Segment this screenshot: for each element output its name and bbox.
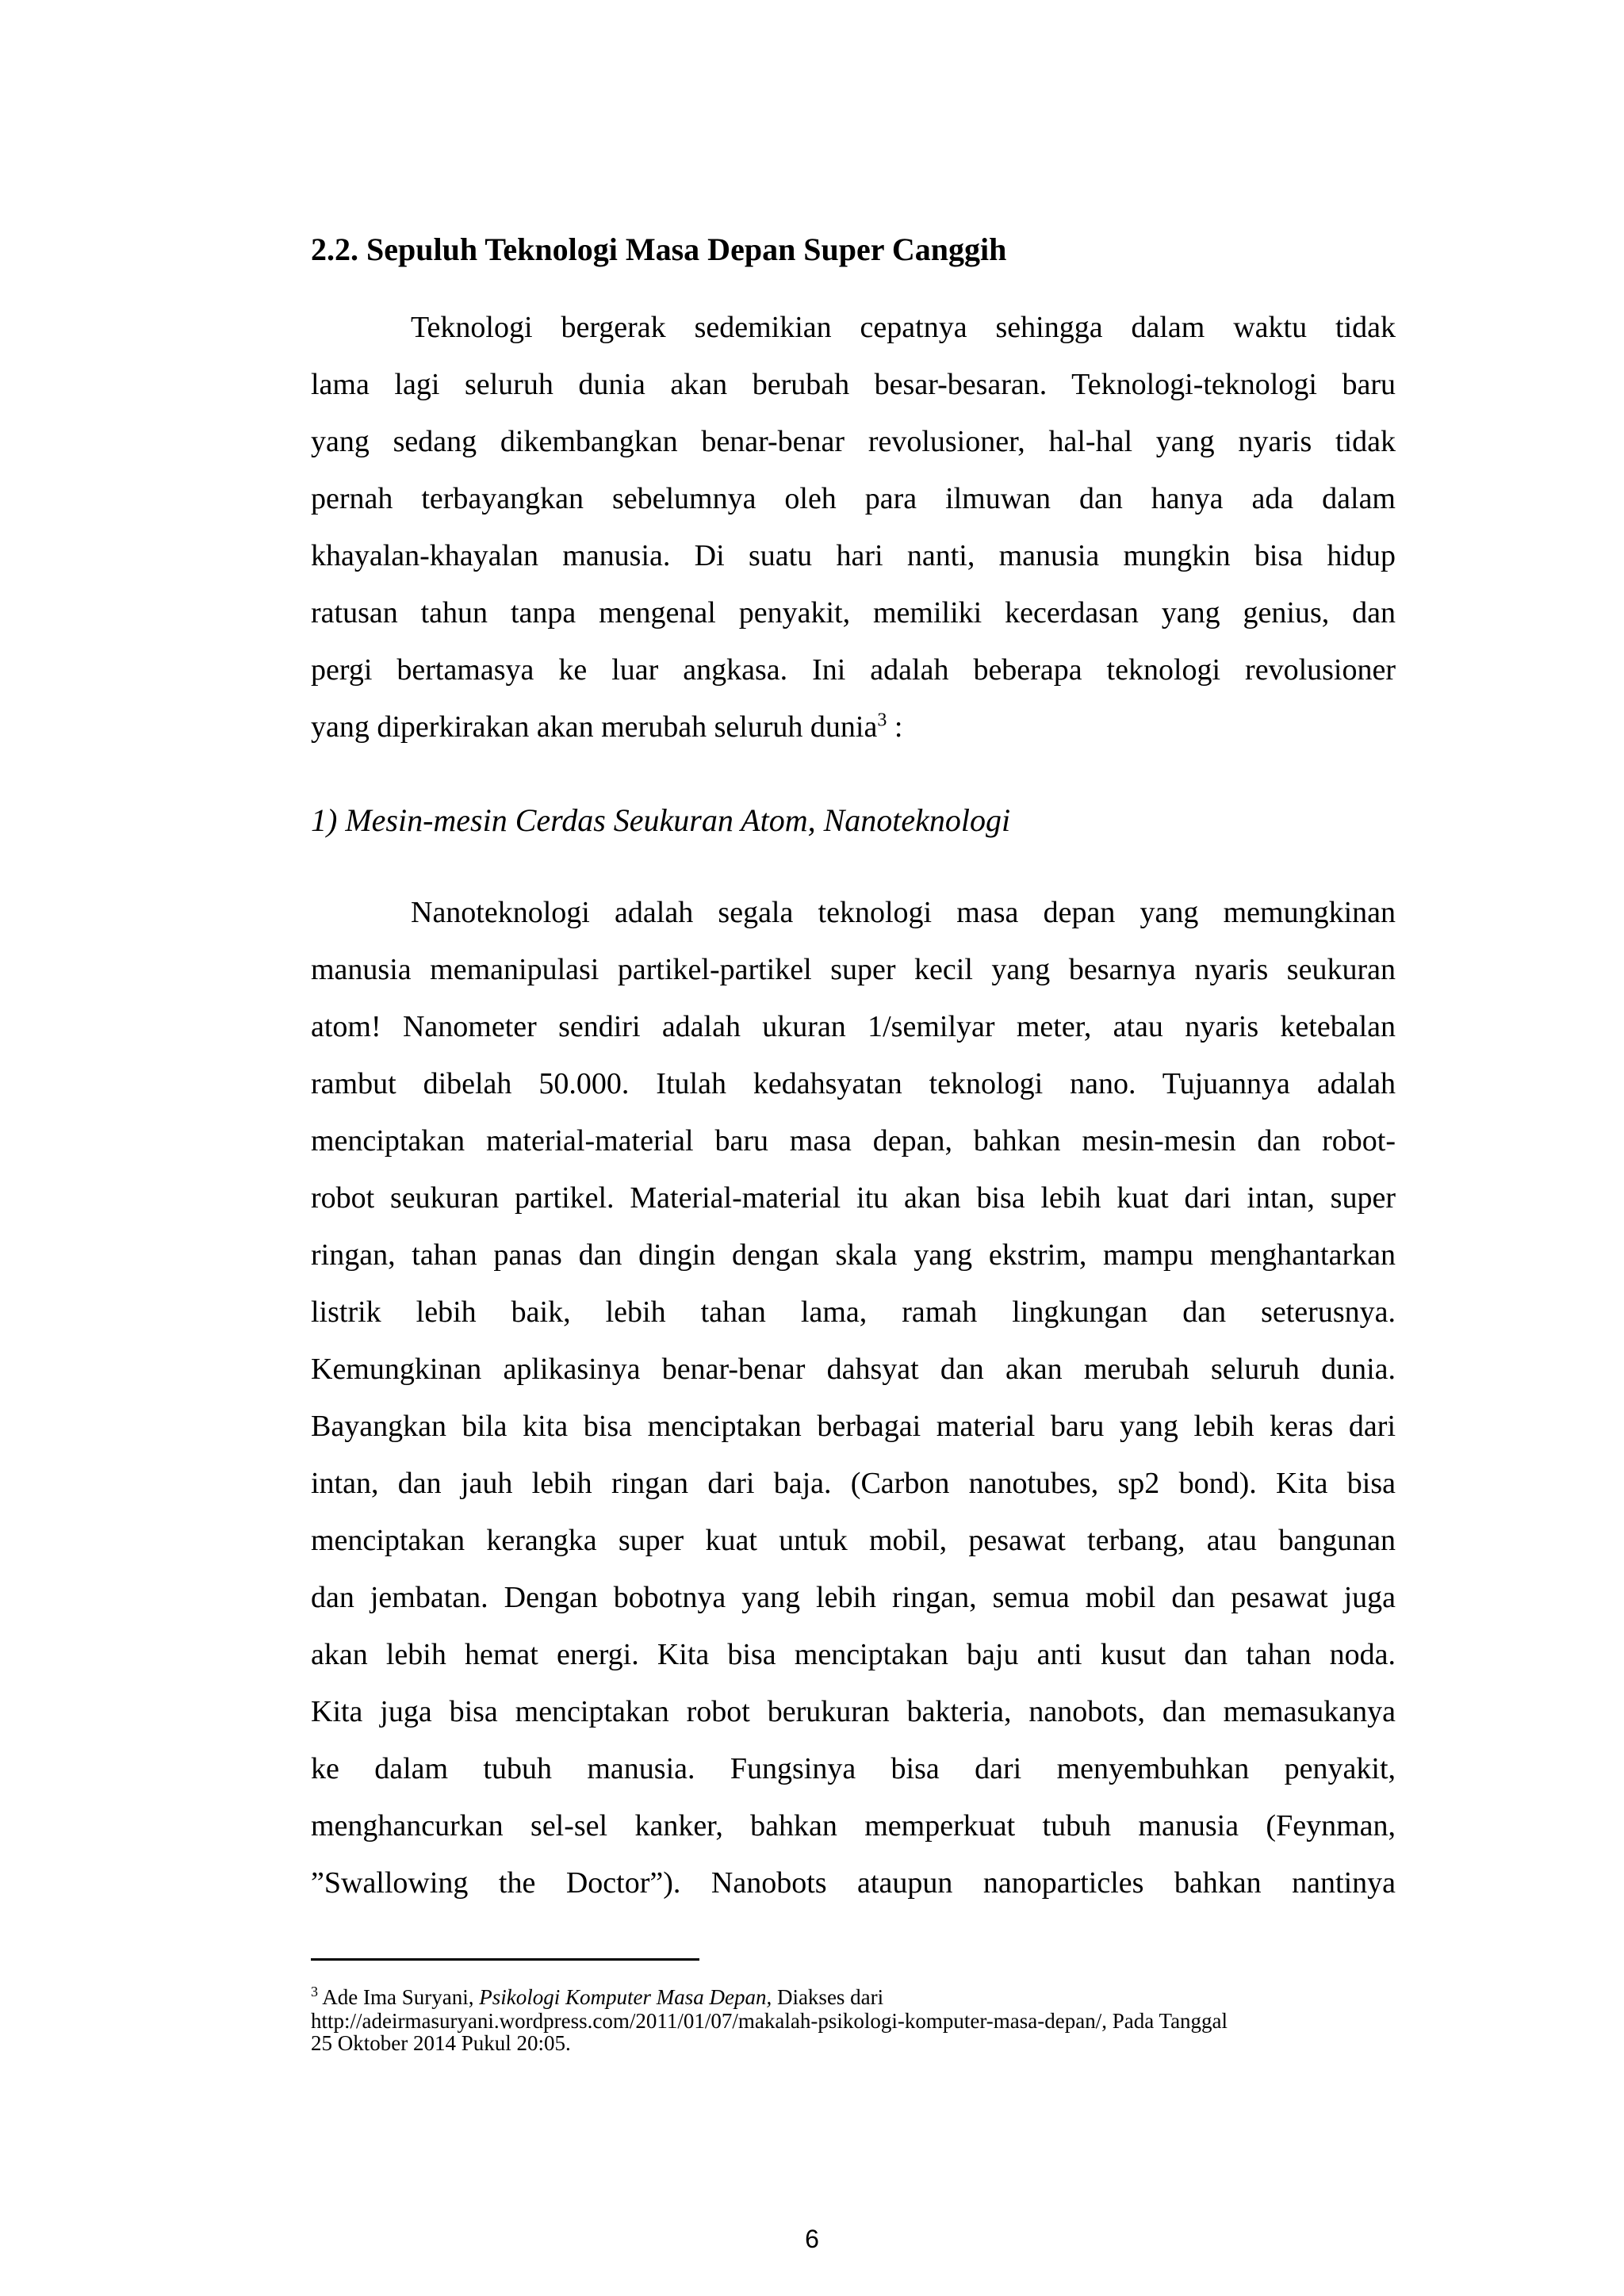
paragraph-line: atom! Nanometer sendiri adalah ukuran 1/semilyar meter, atau nyaris ketebalan bbox=[311, 1010, 1396, 1043]
footnote-author: Ade Ima Suryani, bbox=[318, 1985, 480, 2009]
paragraph-line: menciptakan material-material baru masa depan, bahkan mesin-mesin dan robot- bbox=[311, 1124, 1396, 1158]
paragraph-line: dan jembatan. Dengan bobotnya yang lebih ringan, semua mobil dan pesawat juga bbox=[311, 1581, 1396, 1614]
paragraph-line-text: yang diperkirakan akan merubah seluruh dunia bbox=[311, 710, 878, 744]
paragraph-line-tail: : bbox=[887, 710, 903, 744]
paragraph-line: lama lagi seluruh dunia akan berubah besar-besaran. Teknologi-teknologi baru bbox=[311, 368, 1396, 401]
paragraph-line: Bayangkan bila kita bisa menciptakan berbagai material baru yang lebih keras dari bbox=[311, 1410, 1396, 1443]
footnote-title: Psikologi Komputer Masa Depan, bbox=[479, 1985, 772, 2009]
footnote-accessed: Diakses dari bbox=[772, 1985, 884, 2009]
footnote-url-line: http://adeirmasuryani.wordpress.com/2011/01/07/makalah-psikologi-komputer-masa-depan/, Pada Tanggal bbox=[311, 2009, 1228, 2033]
paragraph-line: pernah terbayangkan sebelumnya oleh para ilmuwan dan hanya ada dalam bbox=[311, 482, 1396, 515]
paragraph-line: manusia memanipulasi partikel-partikel super kecil yang besarnya nyaris seukuran bbox=[311, 953, 1396, 986]
paragraph-line: ratusan tahun tanpa mengenal penyakit, memiliki kecerdasan yang genius, dan bbox=[311, 596, 1396, 629]
paragraph-line: Teknologi bergerak sedemikian cepatnya sehingga dalam waktu tidak bbox=[411, 311, 1396, 344]
paragraph-line: akan lebih hemat energi. Kita bisa menciptakan baju anti kusut dan tahan noda. bbox=[311, 1638, 1396, 1671]
paragraph-line: yang sedang dikembangkan benar-benar revolusioner, hal-hal yang nyaris tidak bbox=[311, 425, 1396, 458]
paragraph-last-line bbox=[311, 707, 1396, 747]
paragraph-line: intan, dan jauh lebih ringan dari baja. (Carbon nanotubes, sp2 bond). Kita bisa bbox=[311, 1467, 1396, 1500]
paragraph-line: Nanoteknologi adalah segala teknologi masa depan yang memungkinan bbox=[411, 896, 1396, 929]
paragraph-line: ke dalam tubuh manusia. Fungsinya bisa dari menyembuhkan penyakit, bbox=[311, 1752, 1396, 1785]
paragraph-line: ringan, tahan panas dan dingin dengan skala yang ekstrim, mampu menghantarkan bbox=[311, 1238, 1396, 1272]
footnote-separator bbox=[311, 1958, 699, 1961]
paragraph-line: rambut dibelah 50.000. Itulah kedahsyatan teknologi nano. Tujuannya adalah bbox=[311, 1067, 1396, 1100]
paragraph-line: Kita juga bisa menciptakan robot berukuran bakteria, nanobots, dan memasukanya bbox=[311, 1695, 1396, 1728]
paragraph-line: ”Swallowing the Doctor”). Nanobots ataupun nanoparticles bahkan nantinya bbox=[311, 1866, 1396, 1900]
footnote-reference: 3 bbox=[877, 710, 887, 731]
subsection-heading: 1) Mesin-mesin Cerdas Seukuran Atom, Nanoteknologi bbox=[311, 802, 1011, 838]
paragraph-line: listrik lebih baik, lebih tahan lama, ramah lingkungan dan seterusnya. bbox=[311, 1295, 1396, 1329]
page-number: 6 bbox=[805, 2225, 819, 2253]
footnote-line bbox=[311, 1985, 883, 2009]
footnote-date-line: 25 Oktober 2014 Pukul 20:05. bbox=[311, 2031, 571, 2055]
paragraph-line: menciptakan kerangka super kuat untuk mobil, pesawat terbang, atau bangunan bbox=[311, 1524, 1396, 1557]
footnote-number: 3 bbox=[311, 1984, 318, 1999]
paragraph-line: khayalan-khayalan manusia. Di suatu hari nanti, manusia mungkin bisa hidup bbox=[311, 539, 1396, 572]
paragraph-line: menghancurkan sel-sel kanker, bahkan memperkuat tubuh manusia (Feynman, bbox=[311, 1809, 1396, 1843]
section-heading: 2.2. Sepuluh Teknologi Masa Depan Super Canggih bbox=[311, 232, 1007, 267]
paragraph-line: pergi bertamasya ke luar angkasa. Ini adalah beberapa teknologi revolusioner bbox=[311, 653, 1396, 687]
paragraph-line: robot seukuran partikel. Material-material itu akan bisa lebih kuat dari intan, super bbox=[311, 1181, 1396, 1215]
paragraph-line: Kemungkinan aplikasinya benar-benar dahsyat dan akan merubah seluruh dunia. bbox=[311, 1353, 1396, 1386]
